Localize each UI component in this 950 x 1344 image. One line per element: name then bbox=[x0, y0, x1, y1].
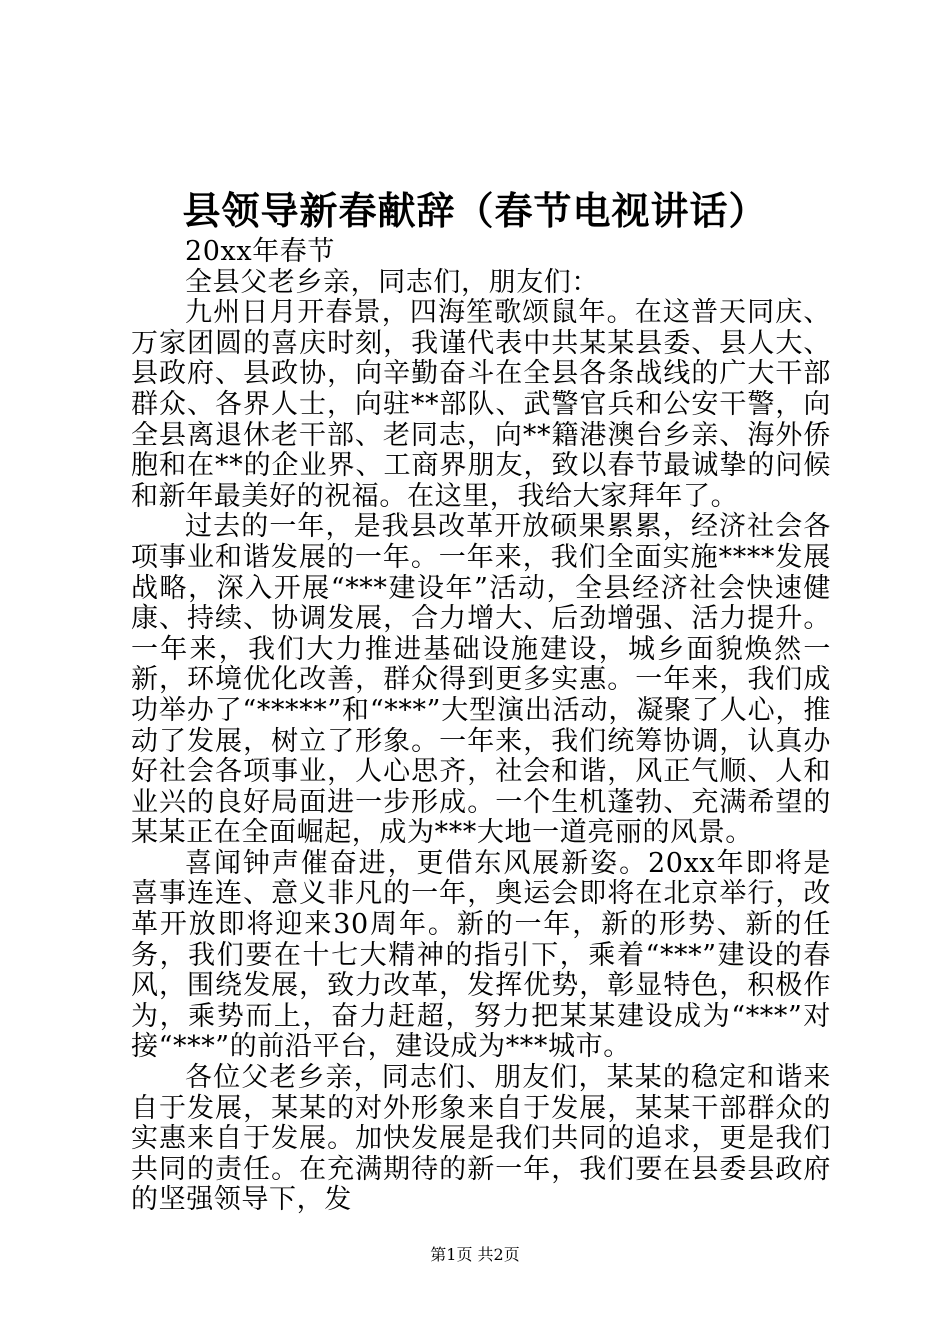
date-line: 20xx年春节 bbox=[185, 236, 336, 267]
document-title: 县领导新春献辞（春节电视讲话） bbox=[182, 188, 768, 233]
document-body bbox=[131, 237, 831, 1216]
paragraph: 过去的一年，是我县改革开放硕果累累，经济社会各项事业和谐发展的一年。一年来，我们全面实施****发展战略，深入开展“***建设年”活动，全县经济社会快速健康、持续、协调发展，合力增大、后劲增强、活力提升。一年来，我们大力推进基础设施建设，城乡面貌焕然一新，环境优化改善，群众得到更多实惠。一年来，我们成功举办了“*****”和“***”大型演出活动，凝聚了人心，推动了发展，树立了形象。一年来，我们统筹协调，认真办好社会各项事业，人心思齐，社会和谐，风正气顺、人和业兴的良好局面进一步形成。一个生机蓬勃、充满希望的某某正在全面崛起，成为***大地一道亮丽的风景。 bbox=[131, 511, 831, 849]
page-footer: 第1页 共2页 bbox=[430, 1245, 520, 1264]
paragraph: 喜闻钟声催奋进，更借东风展新姿。20xx年即将是喜事连连、意义非凡的一年，奥运会即将在北京举行，改革开放即将迎来30周年。新的一年，新的形势、新的任务，我们要在十七大精神的指引下，乘着“***”建设的春风，围绕发展，致力改革，发挥优势，彰显特色，积极作为，乘势而上，奋力赶超，努力把某某建设成为“***”对接“***”的前沿平台，建设成为***城市。 bbox=[131, 847, 831, 1063]
salutation: 全县父老乡亲，同志们，朋友们： bbox=[185, 266, 599, 298]
paragraph: 各位父老乡亲，同志们、朋友们，某某的稳定和谐来自于发展，某某的对外形象来自于发展，某某干部群众的实惠来自于发展。加快发展是我们共同的追求，更是我们共同的责任。在充满期待的新一年，我们要在县委县政府的坚强领导下，发 bbox=[131, 1062, 831, 1216]
paragraph: 九州日月开春景，四海笙歌颂鼠年。在这普天同庆、万家团圆的喜庆时刻，我谨代表中共某某县委、县人大、县政府、县政协，向辛勤奋斗在全县各条战线的广大干部群众、各界人士，向驻**部队、武警官兵和公安干警，向全县离退休老干部、老同志，向**籍港澳台乡亲、海外侨胞和在**的企业界、工商界朋友，致以春节最诚挚的问候和新年最美好的祝福。在这里，我给大家拜年了。 bbox=[131, 297, 831, 512]
